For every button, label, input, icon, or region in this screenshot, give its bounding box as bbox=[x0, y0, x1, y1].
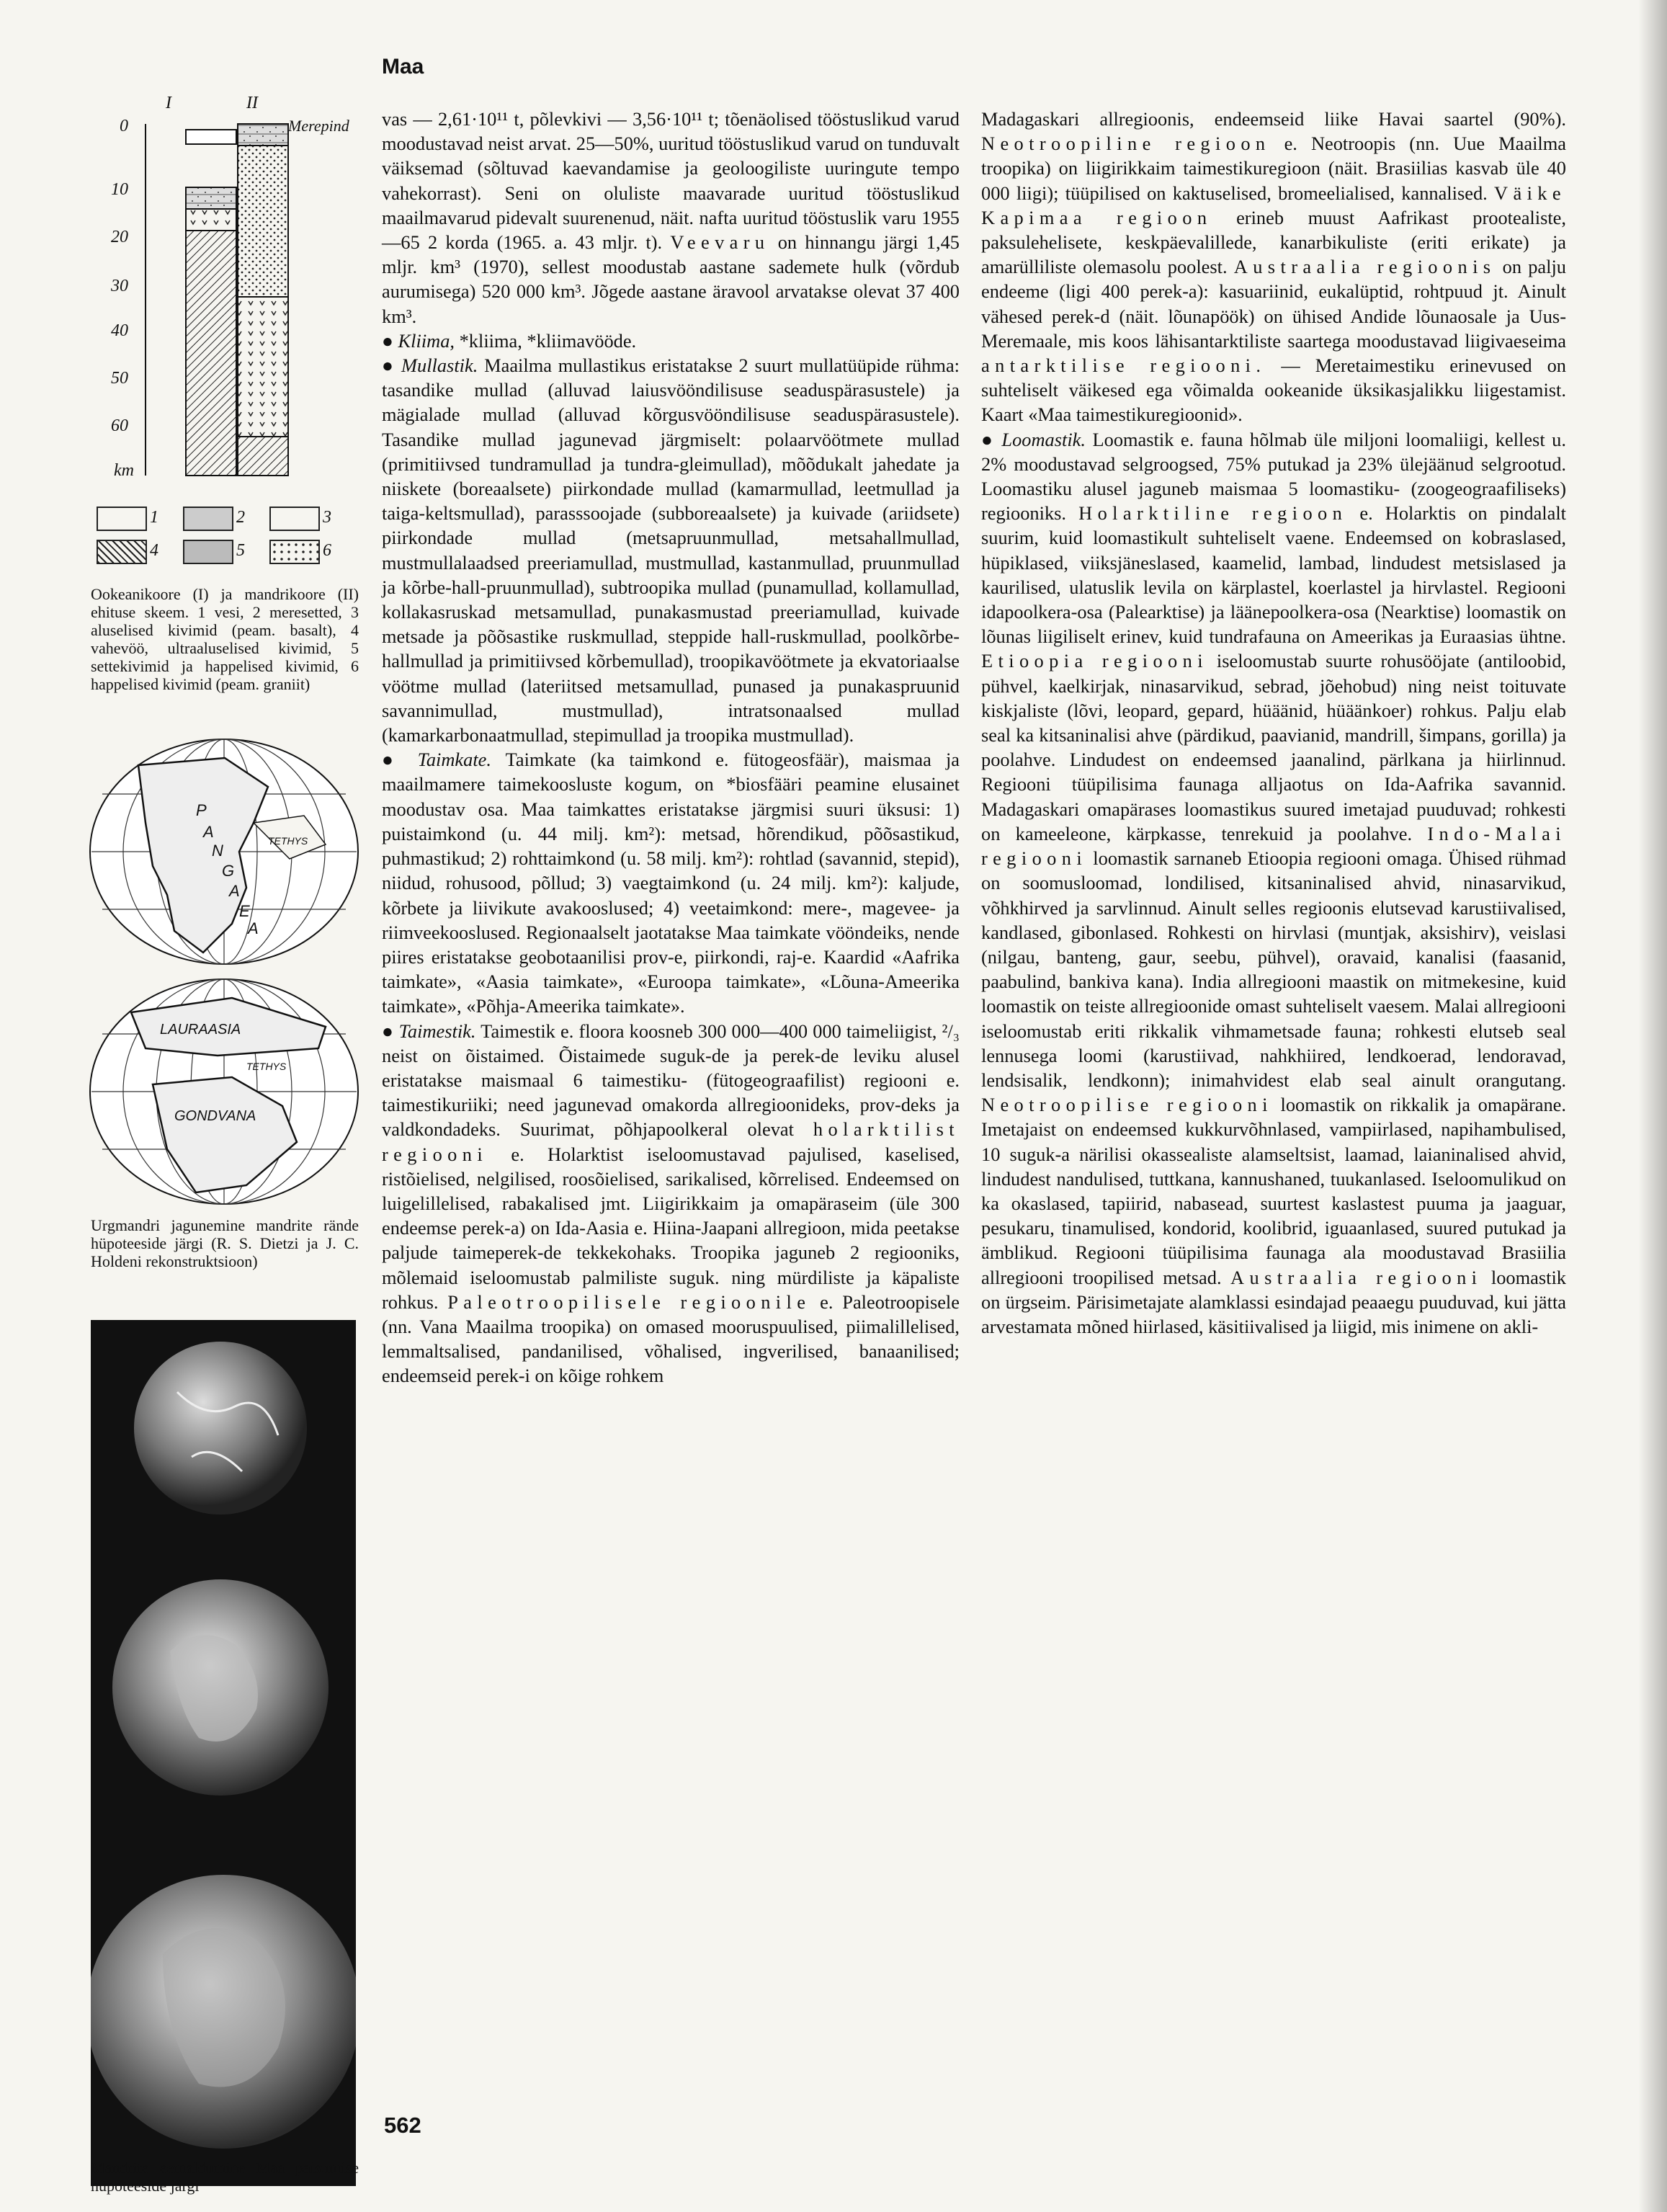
legend-swatch-sediments bbox=[183, 507, 233, 531]
map1-label-a: A bbox=[203, 823, 214, 841]
taimestik-text: Taimestik e. floora koosneb 300 000—400 000 taimeliigist, ²/₃ neist on õistaimed. Õistaimede suguk-de ja perek-de leviku alusel eristatakse maismaal 6 taimestiku- (fütogeograafilist) regiooni e. taimestikuriiki; need jagunevad omakorda allregioonideks, prov-deks ja valdkondadeks. Suurimat, põhjapoolkeral olevat bbox=[382, 1020, 960, 1141]
map2-label-gondwana: GONDVANA bbox=[174, 1108, 256, 1124]
sea-level-label: Merepind bbox=[288, 117, 349, 135]
legend-swatch-granite bbox=[269, 540, 320, 564]
paragraph-flora-regions bbox=[981, 107, 1566, 427]
holarktis-fauna-term: Holarktiline regioon bbox=[1078, 502, 1348, 525]
legend-number-1: 1 bbox=[150, 508, 158, 527]
figure3-caption: Mandrite eemaldumine Maa paisumise hüpoteeside järgi bbox=[91, 2159, 359, 2195]
kapimaa-term: Väike Kapimaa regioon bbox=[981, 182, 1566, 228]
crust-structure-diagram bbox=[85, 86, 357, 504]
taimkate-text: Taimkate (ka taimkond e. fütogeosfäär), maismaa ja maailmamere taimekoosluste kogum, on *biosfääri peamine elusainet moodustav osa. Maa taimkattes eristatakse järgmisi suuri üksusi: 1) puistaimkond (u. 44 milj. km²): metsad, hõrendikud, põõsastikud, puhmastikud; 2) rohttaimkond (u. 58 milj. km²): rohtlad (savannid, stepid), niidud, rohusood, põllud; 3) vaegtaimkond (u. 24 milj. km²): kaljude, kõrbete ja liivikute avakooslused; 4) veetaimkond: mere-, magevee- ja riimveekooslused. Regionaalselt jaotatakse Maa taimkate vööndeiks, nende piires eristatakse geobotaanilisi prov-e, piirkondi, raj-e. Kaardid «Aafrika taimkate», «Aasia taimkate», «Euroopa taimkate», «Lõuna-Ameerika taimkate», «Põhja-Ameerika taimkate». bbox=[382, 749, 960, 1017]
mullastik-text: Maailma mullastikus eristatakse 2 suurt mullatüüpide rühma: tasandike mullad (alluvad laiusvööndilisuse seaduspärasustele) ja mägialade mullad (alluvad kõrgusvööndilisuse seaduspärasustele). Tasandike mullad jagunevad järgmiselt: polaarvöötmete mullad (primitiivsed tundramullad ja tundra-gleimullad), mõõdukalt jahedate ja niiskete (boreaalsete) piirkondade mullad (kamarmullad, leetmullad ja taiga-keltsmullad), parasssoojade (subboreaalsete) ja kuivade (ariidsete) piirkondade mullad (metsapruunmullad, metsahallmullad, mustmullalaadsed preeriamullad, mustmullad, kastanmullad, pruunmullad ja kõrbe-hall-pruunmullad), subtroopika mullad (punamullad, kollamullad, kollakasruskad metsamullad, punakasmustad preeriamullad, kuivade metsade ja põõsastike ruskmullad, steppide hall-ruskmullad, poolkõrbe-hallmullad ja primitiivsed kõrbemullad), troopikavöötmete ja ekvatoriaalse vöötme mullad (lateriitsed metsamullad, punased ja punakaspruunid savannimullad, mustmullad), intratsonaalsed mullad (kamarkarbonaatmullad, stepimullad ja troopika mustmullad). bbox=[382, 354, 960, 746]
loomastik-text-6: loomastik on ürgseim. Pärisimetajate alamklassi esindajad peaaegu puuduvad, kui jätta arvestamata mõned hiirlased, käsitiivalised ja liigid, mis inimene on akli- bbox=[981, 1266, 1566, 1337]
australia-fauna-term: Austraalia regiooni bbox=[1230, 1266, 1483, 1288]
flora-text-5: — Meretaimestiku erinevused on suhteliselt väikesed ega võimalda ookeanide üksikasjalikku liigestamist. Kaart «Maa taimestikuregioonid». bbox=[981, 354, 1566, 426]
diagram-legend bbox=[97, 507, 356, 579]
map1-label-a3: A bbox=[248, 919, 259, 937]
paragraph-mullastik: ● Mullastik. Maailma mullastikus eristatakse 2 suurt mullatüüpide rühma: tasandike mullad (alluvad laiusvööndilisuse seaduspärasustele) ja mägialade mullad (alluvad kõrgusvööndilisuse seaduspärasustele). Tasandike mullad jagunevad järgmiselt: polaarvöötmete mullad (primitiivsed tundramullad ja tundra-gleimullad), mõõdukalt jahedate ja niiskete (boreaalsete) piirkondade mullad (kamarmullad, leetmullad ja taiga-keltsmullad), parasssoojade (subboreaalsete) ja kuivade (ariidsete) piirkondade mullad (metsapruunmullad, metsahallmullad, mustmullalaadsed preeriamullad, mustmullad, kastanmullad, pruunmullad ja kõrbe-hall-pruunmullad), subtroopika mullad (punamullad, kollamullad, kollakasruskad metsamullad, punakasmustad preeriamullad, kuivade metsade ja põõsastike ruskmullad, steppide hall-ruskmullad, poolkõrbe-hallmullad ja primitiivsed kõrbemullad), troopikavöötmete ja ekvatoriaalse vöötme mullad (lateriitsed metsamullad, punased ja punakaspruunid savannimullad, mustmullad), intratsonaalsed mullad (kamarkarbonaatmullad, stepimullad ja troopika mustmullad). bbox=[382, 354, 960, 746]
map1-label-p: P bbox=[196, 801, 207, 819]
water-term: Veevaru bbox=[670, 231, 770, 254]
loomastik-text-3: iseloomustab suurte rohusööjate (antiloobid, pühvel, kaelkirjak, ninasarvikud, sebrad, jõehobud) ning neist toituvate kiskjaliste (lõvi, leopard, gepard, hüäänid, hüäänkoer) rohkus. Palju elab seal ka kitsaninalisi ahve (pärdikud, paavianid, mandrill, šimpans, gorilla) ja poolahve. Lindudest on endeemsed jaanalind, pärlkana ja hiirlinnud. Regiooni tüüpilisima faunaga alljaotus on Ida-Aafrika savannid. Madagaskari omapärases loomastikus suured imetajad puuduvad; rohkesti on kameeleone, kärpkasse, tenrekuid ja poolahve. bbox=[981, 650, 1566, 844]
pangaea-map bbox=[88, 736, 360, 967]
map1-label-n: N bbox=[212, 842, 223, 860]
depth-tick-0: 0 bbox=[120, 117, 128, 135]
page-edge-shadow bbox=[1638, 0, 1667, 2212]
legend-swatch-water bbox=[97, 507, 147, 531]
loomastik-text-4: loomastik sarnaneb Etioopia regiooni omaga. Ühised rühmad on soomusloomad, londilised, kitsaninalised ahvid, ninasarvikud, võhkhirved ja sarvlinnud. Ainult selles regioonis elutsevad karustiivalised, kandlased, gibonlased. Rohkesti on hirvlasi (muntjak, aksishirv), veislasi (nilgau, banteng, gaur, seebu, pühvel), oravaid, kanalisi (faasanid, paabulind, bankiva kana). India allregiooni maastik on mitmekesine, kuid loomastik on teiste allregioonide omast suhteliselt vaesem. Malai allregiooni iseloomustab eriti rikkalik vihmametsade fauna; rohkesti elutseb seal lennusega loomi (karustiivad, nahkhiired, lendkoerad, lendoravad, lendsisalik, lendkonn); inimahvidest elab seal ainult orangutang. bbox=[981, 847, 1566, 1091]
kliima-term: Kliima, bbox=[398, 329, 455, 352]
taimkate-term: Taimkate. bbox=[417, 749, 491, 771]
laurasia-gondwana-map bbox=[88, 976, 360, 1207]
legend-number-3: 3 bbox=[323, 508, 331, 527]
indomalai-term: Indo-Malai regiooni bbox=[981, 822, 1566, 870]
water-text: on hinnangu järgi 1,45 mljr. km³ (1970), sellest moodustab aastane sademete hulk (võrdub aurumisega) 520 000 km³. Jõgede aastane äravool arvatakse olevat 37 400 km³. bbox=[382, 231, 960, 327]
kliima-refs: *kliima, *kliimavööde. bbox=[459, 329, 637, 352]
reserves-text: vas — 2,61·10¹¹ t, põlevkivi — 3,56·10¹¹ t; tõenäolised tööstuslikud varud moodustavad neist arvat. 25—50%, uuritud tööstuslikud varud on tunduvalt väiksemad (sõltuvad kaevandamise ja geoloogiliste uuringute tempo vahekorrast). Seni on oluliste maavarade uuritud tööstuslikud maailmavarud pidevalt suurenenud, näit. nafta uuritud tööstuslik varu 1955—65 2 korda (1965. a. 43 mljr. t). bbox=[382, 108, 960, 254]
flora-text-4: on palju endeeme (ligi 400 perek-a): kasuariinid, eukalüptid, rohtpuud jt. Ainult vähesed perek-d (näit. lõunapöök) on ühised Andide lõunaosale ja Uus-Meremaale, mis koos lähisantarktiliste saartega moodustavad liigivaeseima bbox=[981, 256, 1566, 352]
depth-tick-60: 60 bbox=[111, 416, 128, 435]
map1-label-tethys: TETHYS bbox=[268, 835, 308, 847]
depth-tick-30: 30 bbox=[111, 277, 128, 295]
paragraph-loomastik: ● Loomastik. Loomastik e. fauna hõlmab üle miljoni loomaliigi, kellest u. 2% moodustavad selgroogsed, 75% putukad ja 23% ülejäänud selgrootud. Loomastiku alusel jaguneb maismaa 5 loomastiku- (zoogeograafiliseks) regiooniks. Holarktiline regioon e. Holarktis on pindalalt suurim, kuid loomastikult suhteliselt vaene. Endeemsed on kobraslased, hüpiklased, viiksjäneslased, kaamelid, lambad, lindudest metsislased ja kaurilised, ulatuslik levila on kärplastel, koerlastel ja hirvlastel. Regiooni idapoolkera-osa (Palearktise) ja läänepoolkera-osa (Nearktise) loomastik on lõunas liigiliselt erinev, kuid tundrafauna on Ameerikas ja Euraasias ühtne. Etioopia regiooni iseloomustab suurte rohusööjate (antiloobid, pühvel, kaelkirjak, ninasarvikud, sebrad, jõehobud) ning neist toituvate kiskjaliste (lõvi, leopard, gepard, hüäänid, hüäänkoer) rohkus. Palju elab seal ka kitsaninalisi ahve (pärdikud, paavianid, mandrill, šimpans, gorilla) ja poolahve. Lindudest on endeemsed jaanalind, pärlkana ja hiirlinnud. Regiooni tüüpilisima faunaga alljaotus on Ida-Aafrika savannid. Madagaskari omapärases loomastikus suured imetajad puuduvad; rohkesti on kameeleone, kärpkasse, tenrekuid ja poolahve. Indo-Malai regiooni loomastik sarnaneb Etioopia regiooni omaga. Ühised rühmad on soomusloomad, londilised, kitsaninalised ahvid, ninasarvikud, võhkhirved ja sarvlinnud. Ainult selles regioonis elutsevad karustiivalised, kandlased, gibonlased. Rohkesti on hirvlasi (muntjak, aksishirv), veislasi (nilgau, banteng, gaur, seebu, pühvel), oravaid, kanalisi (faasanid, paabulind, bankiva kana). India allregiooni maastik on mitmekesine, kuid loomastik on teiste allregioonide omast suhteliselt vaesem. Malai allregiooni iseloomustab eriti rikkalik vihmametsade fauna; rohkesti elutseb seal lennusega loomi (karustiivad, nahkhiired, lendkoerad, lendoravad, lendsisalik, lendkonn); inimahvidest elab seal ainult orangutang. Neotroopilise regiooni loomastik on rikkalik ja omapärane. Imetajaist on endeemsed kukkurvõhnlased, vampiirlased, napihambulised, 10 suguk-a närilisi okassealiste alamseltsist, laamad, laianinalised ahvid, lindudest nandulised, tuttkana, kannushaned, tuukanlased. Iseloomulikud on ka okaslased, tapiirid, nabasead, suurtest kaslastest puuma ja jaaguar, pesukaru, tinamulised, kondorid, koolibrid, iguaanlased, suured putukad ja ämblikud. Regiooni tüüpilisima faunaga ala moodustavad Brasiilia allregiooni troopilised metsad. Austraalia regiooni loomastik on ürgseim. Pärisimetajate alamklassi esindajad peaaegu puuduvad, kui jätta arvestamata mõned hiirlased, käsitiivalised ja liigid, mis inimene on akli- bbox=[981, 428, 1566, 1337]
depth-unit: km bbox=[114, 461, 134, 480]
paragraph-taimkate: ● Taimkate. Taimkate (ka taimkond e. fütogeosfäär), maismaa ja maailmamere taimekoosluste kogum, on *biosfääri peamine elusainet moodustav osa. Maa taimkattes eristatakse järgmisi suuri üksusi: 1) puistaimkond (u. 44 milj. km²): metsad, hõrendikud, põõsastikud, puhmastikud; 2) rohttaimkond (u. 58 milj. km²): rohtlad (savannid, stepid), niidud, rohusood, põllud; 3) vaegtaimkond (u. 24 milj. km²): kaljude, kõrbete ja liivikute avakooslused; 4) veetaimkond: mere-, magevee- ja riimveekooslused. Regionaalselt jaotatakse Maa taimkate vööndeiks, nende piires eristatakse geobotaanilisi prov-e, piirkondi, raj-e. Kaardid «Aafrika taimkate», «Aasia taimkate», «Euroopa taimkate», «Lõuna-Ameerika taimkate», «Põhja-Ameerika taimkate». bbox=[382, 749, 960, 1017]
map1-label-a2: A bbox=[229, 882, 240, 900]
taimestik-text-3: e. Paleotroopisele (nn. Vana Maailma troopika) on omased mooruspuulised, piimalillelised, lemmaltsalised, pandanilised, võhalised, ingverilised, banaanilised; endeemseid perek-i on kõige rohkem bbox=[382, 1290, 960, 1387]
loomastik-term: Loomastik. bbox=[1001, 428, 1086, 450]
taimestik-text-2: e. Holarktist iseloomustavad pajulised, kaselised, ristõielised, nelgilised, roosõielised, sarikalised, kõrrelised. Endeemsed on luigelillelised, rabakalised jmt. Liigirikkaim ja omapäraseim (üle 300 endeemse perek-a) on Ida-Aasia e. Hiina-Jaapani allregioon, mida peetakse paljude taimeperek-de tekkekohaks. Troopika jaguneb 2 regiooniks, mõlemaid iseloomustab palmiliste suguk. ning mürdiliste ja käpaliste rohkus. bbox=[382, 1143, 960, 1313]
depth-tick-10: 10 bbox=[111, 180, 128, 199]
text-column-right bbox=[981, 107, 1566, 1339]
legend-swatch-sedimentary bbox=[183, 540, 233, 564]
loomastik-text-5: loomastik on rikkalik ja omapärane. Imetajaist on endeemsed kukkurvõhnlased, vampiirlased, napihambulised, 10 suguk-a närilisi okassealiste alamseltsist, laamad, laianinalised ahvid, lindudest nandulised, tuttkana, kannushaned, tuukanlased. Iseloomulikud on ka okaslased, tapiirid, nabasead, suurtest kaslastest puuma ja jaaguar, pesukaru, tinamulised, kondorid, koolibrid, iguaanlased, suured putukad ja ämblikud. Regiooni tüüpilisima faunaga ala moodustavad Brasiilia allregiooni troopilised metsad. bbox=[981, 1094, 1566, 1288]
australia-flora-term: Austraalia regioonis bbox=[1233, 256, 1496, 278]
flora-text-3: erineb muust Aafrikast prootealiste, paksulehelisete, keskpäevalillede, kanarbikuliste (eriti erikate) ja amarülliliste olemasolu poolest. bbox=[981, 206, 1566, 278]
neotroopis-term: Neotroopiline regioon bbox=[981, 133, 1271, 155]
depth-tick-40: 40 bbox=[111, 321, 128, 340]
globe-illustrations bbox=[91, 1320, 356, 2186]
paragraph-reserves bbox=[382, 107, 960, 329]
depth-tick-20: 20 bbox=[111, 228, 128, 246]
loomastik-text: Loomastik e. fauna hõlmab üle miljoni loomaliigi, kellest u. 2% moodustavad selgroogsed, 75% putukad ja 23% ülejäänud selgrootud. Loomastiku alusel jaguneb maismaa 5 loomastiku- (zoogeograafiliseks) regiooniks. bbox=[981, 428, 1566, 525]
flora-text-1: Madagaskari allregioonis, endeemseid liike Havai saartel (90%). bbox=[981, 108, 1566, 130]
page-number: 562 bbox=[384, 2113, 421, 2138]
paragraph-taimestik: ● Taimestik. Taimestik e. floora koosneb 300 000—400 000 taimeliigist, ²/₃ neist on õistaimed. Õistaimede suguk-de ja perek-de leviku alusel eristatakse maismaal 6 taimestiku- (fütogeograafilist) regiooni e. taimestikuriiki; need jagunevad omakorda allregioonideks, prov-deks ja valdkondadeks. Suurimat, põhjapoolkeral olevat holarktilist regiooni e. Holarktist iseloomustavad pajulised, kaselised, ristõielised, nelgilised, roosõielised, sarikalised, kõrrelised. Endeemsed on luigelillelised, rabakalised jmt. Liigirikkaim ja omapäraseim (üle 300 endeemse perek-a) on Ida-Aasia e. Hiina-Jaapani allregioon, mida peetakse paljude taimeperek-de tekkekohaks. Troopika jaguneb 2 regiooniks, mõlemaid iseloomustab palmiliste suguk. ning mürdiliste ja käpaliste rohkus. Paleotroopilisele regioonile e. Paleotroopisele (nn. Vana Maailma troopika) on omased mooruspuulised, piimalillelised, lemmaltsalised, pandanilised, võhalised, ingverilised, banaanilised; endeemseid perek-i on kõige rohkem bbox=[382, 1020, 960, 1387]
taimestik-term: Taimestik. bbox=[398, 1020, 476, 1042]
map1-label-g: G bbox=[222, 862, 235, 880]
legend-swatch-mantle bbox=[97, 540, 147, 564]
paragraph-kliima: ● Kliima, *kliima, *kliimavööde. bbox=[382, 329, 637, 352]
neotropic-fauna-term: Neotroopilise regiooni bbox=[981, 1094, 1273, 1116]
legend-number-4: 4 bbox=[150, 541, 158, 560]
legend-number-5: 5 bbox=[236, 541, 245, 560]
mullastik-term: Mullastik. bbox=[401, 354, 478, 377]
loomastik-text-2: e. Holarktis on pindalalt suurim, kuid loomastikult suhteliselt vaene. Endeemsed on kobraslased, hüpiklased, viiksjäneslased, kaamelid, lambad, lindudest metsislased ja kaurilised, ulatuslik levila on kärplastel, koerlastel ja hirvlastel. Regiooni idapoolkera-osa (Palearktise) ja läänepoolkera-osa (Nearktise) loomastik on lõunas liigiliselt erinev, kuid tundrafauna on Ameerikas ja Euraasias ühtne. bbox=[981, 502, 1566, 648]
antarctic-term: antarktilise regiooni. bbox=[981, 354, 1266, 377]
figure1-caption: Ookeanikoore (I) ja mandrikoore (II) ehituse skeem. 1 vesi, 2 meresetted, 3 aluselised kivimid (peam. basalt), 4 vahevöö, ultraaluselised kivimid, 5 settekivimid ja happelised kivimid, 6 happelised kivimid (peam. graniit) bbox=[91, 585, 359, 693]
legend-number-6: 6 bbox=[323, 541, 331, 560]
flora-text-2: e. Neotroopis (nn. Uue Maailma troopika) on liigirikkaim taimestikuregioon (näit. Brasiilias kasvab üle 40 000 liigi); tüüpilised on kaktuselised, bromeelialised, kannalised. bbox=[981, 133, 1566, 204]
legend-swatch-basalt bbox=[269, 507, 320, 531]
figure2-caption: Urgmandri jagunemine mandrite rände hüpoteeside järgi (R. S. Dietzi ja J. C. Holdeni rekonstruktsioon) bbox=[91, 1216, 359, 1270]
legend-number-2: 2 bbox=[236, 508, 245, 527]
column-label-2: II bbox=[246, 94, 258, 112]
paleotroopis-term: Paleotroopilisele regioonile bbox=[447, 1290, 811, 1313]
column-label-1: I bbox=[166, 94, 171, 112]
holarktis-term: holarktilist regiooni bbox=[382, 1118, 960, 1165]
running-head: Maa bbox=[382, 55, 424, 79]
expanding-earth-photo bbox=[91, 1320, 356, 2186]
ethiopia-term: Etioopia regiooni bbox=[981, 650, 1208, 672]
map1-label-e: E bbox=[239, 902, 250, 920]
depth-tick-50: 50 bbox=[111, 369, 128, 388]
map2-label-tethys: TETHYS bbox=[246, 1061, 287, 1072]
text-column-middle bbox=[382, 107, 960, 1388]
map2-label-laurasia: LAURAASIA bbox=[160, 1022, 241, 1038]
